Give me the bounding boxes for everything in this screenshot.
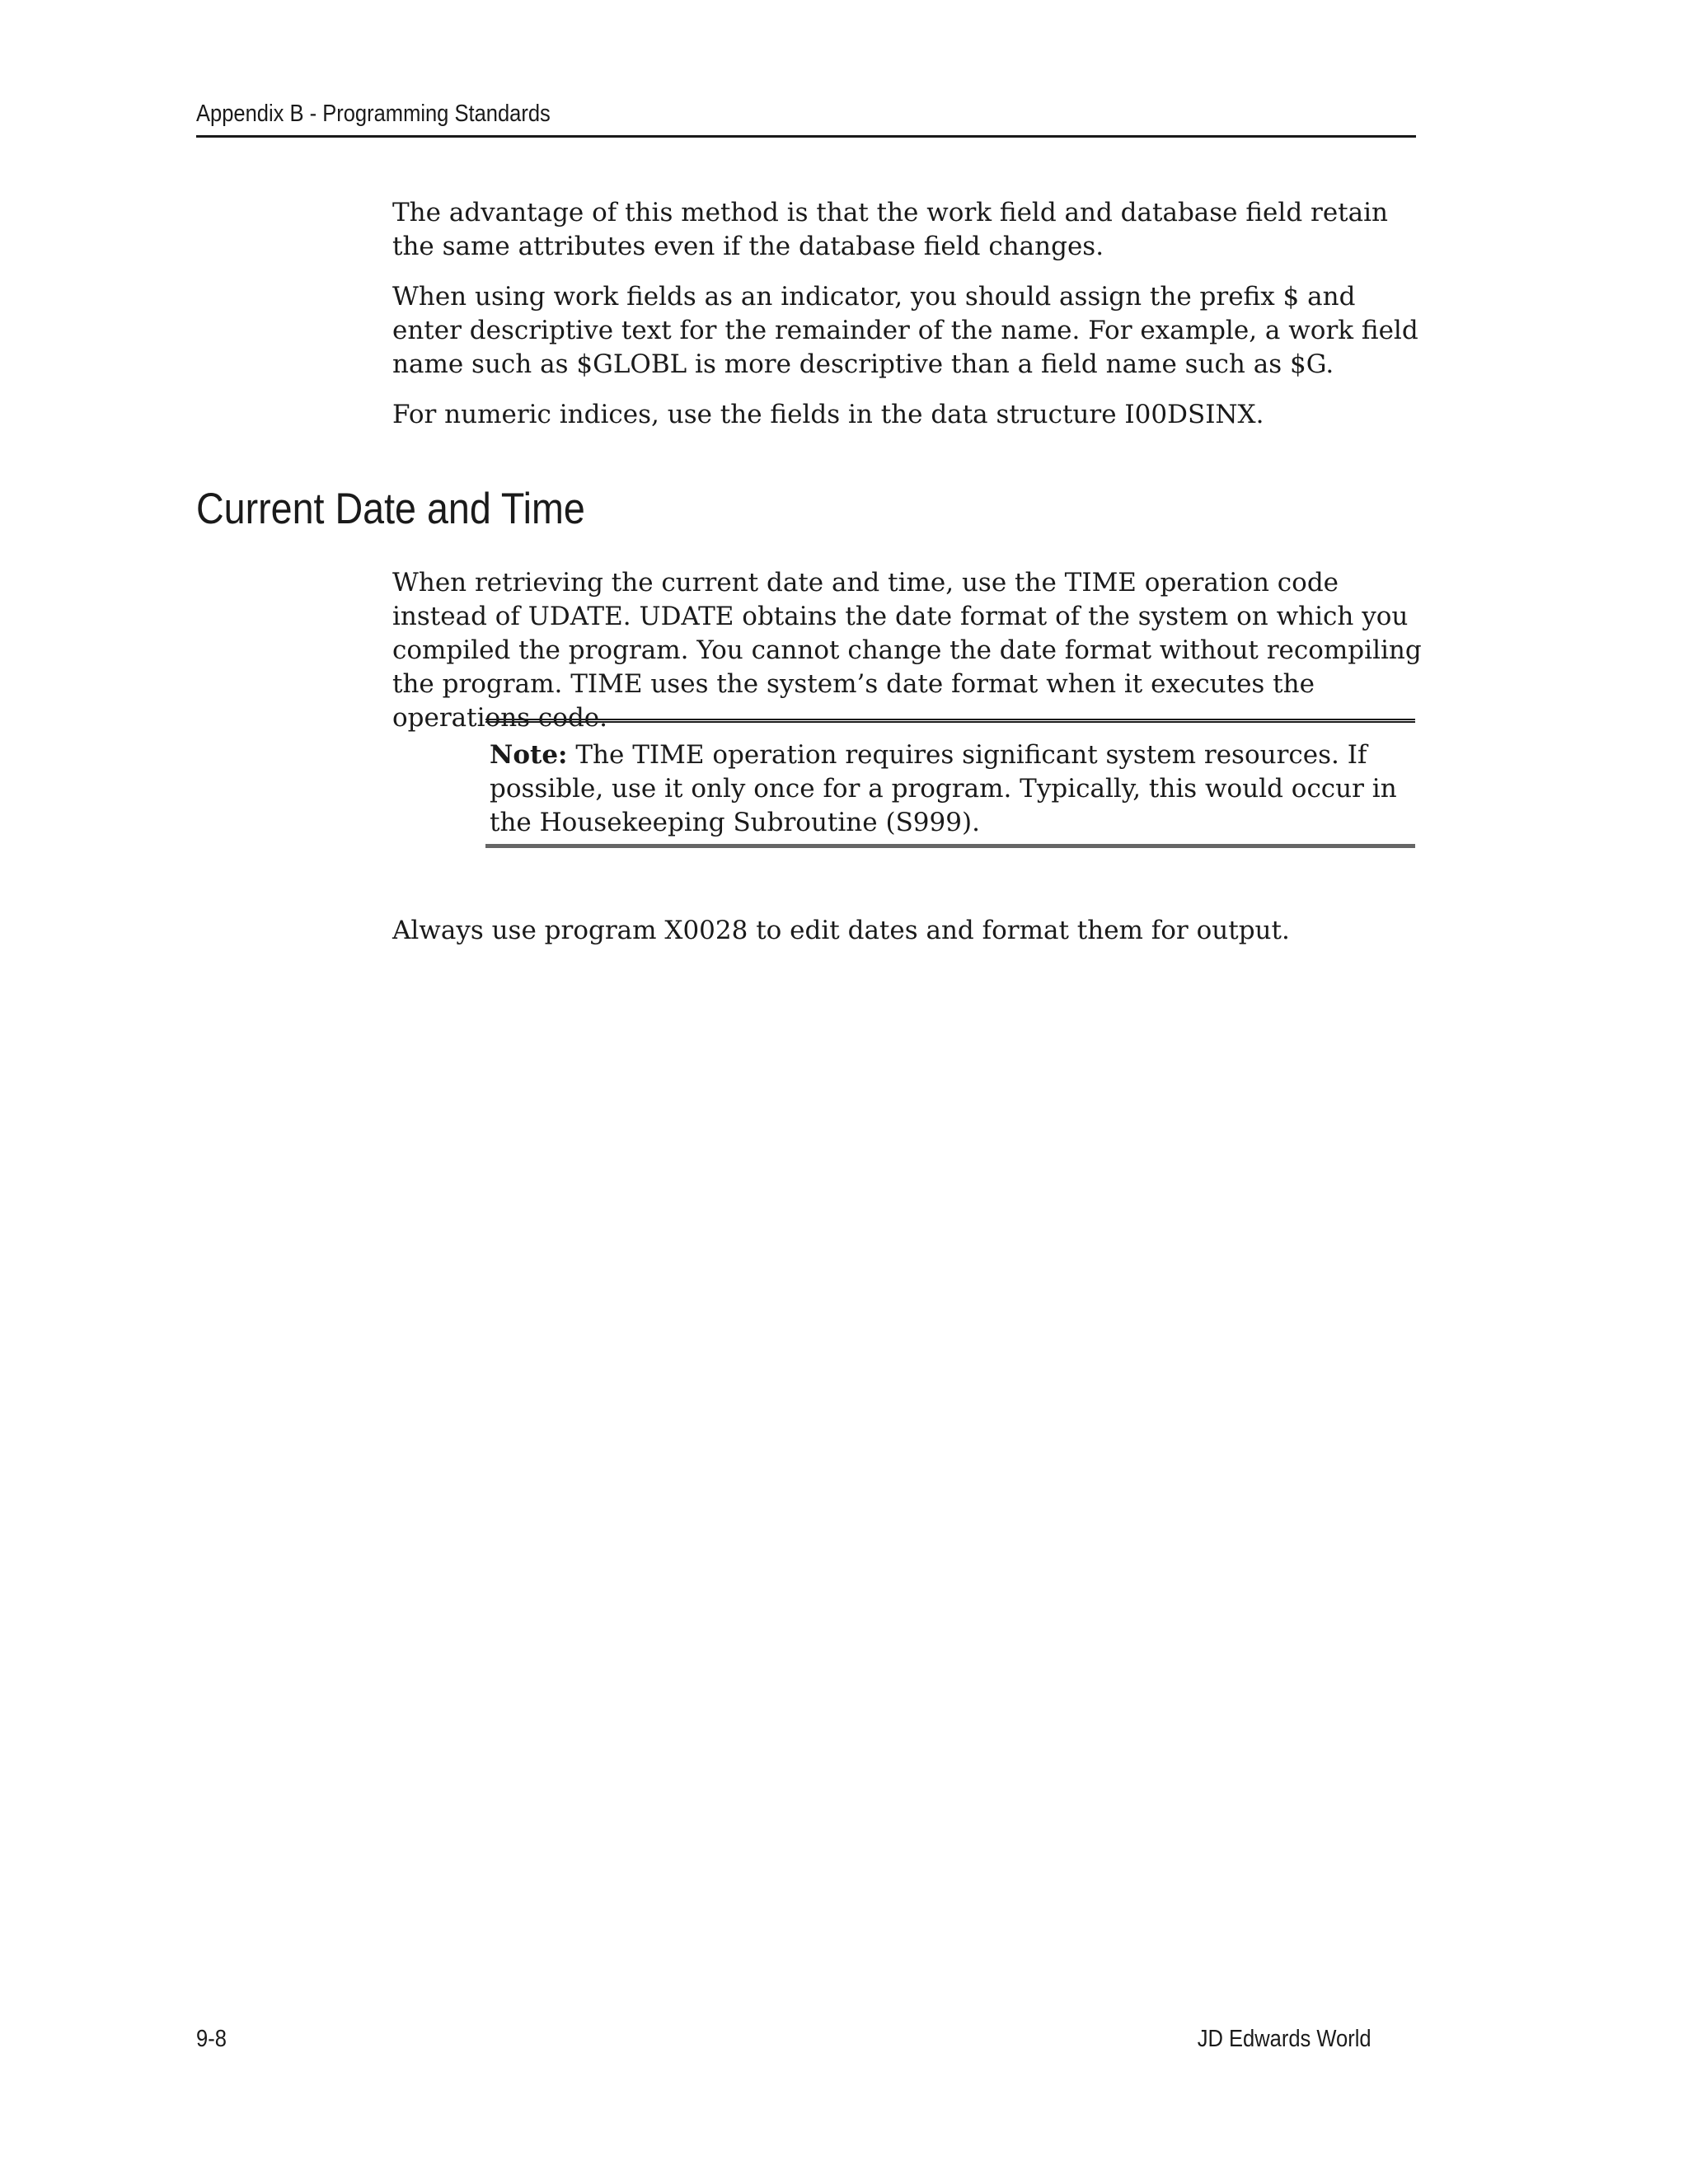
page-number: 9-8 — [196, 2026, 227, 2052]
note-label: Note: — [490, 740, 568, 770]
paragraph-x0028: Always use program X0028 to edit dates and format them for output. — [392, 916, 1290, 945]
paragraph-advantage: The advantage of this method is that the work field and database field retain the same attributes even if the database field changes. — [392, 198, 1389, 261]
paragraph-date-time: When retrieving the current date and time, use the TIME operation code instead of UDATE. UDATE obtains the date format of the system on which you compiled the program. You cannot change the date format without recompiling the program. TIME uses the system’s date format when it executes the operations code. — [392, 568, 1422, 733]
paragraph-work-fields: When using work fields as an indicator, you should assign the prefix $ and enter descriptive text for the remainder of the name. For example, a work field name such as $GLOBL is more descriptive than a field name such as $G. — [392, 282, 1418, 379]
note-text — [490, 738, 1413, 840]
footer-product: JD Edwards World — [1198, 2026, 1372, 2052]
page-header — [196, 97, 1416, 138]
paragraph-numeric-indices: For numeric indices, use the fields in the data structure I00DSINX. — [392, 400, 1264, 429]
section-heading: Current Date and Time — [196, 485, 585, 533]
note-body: The TIME operation requires significant system resources. If possible, use it only once for a program. Typically, this would occur in the Housekeeping Subroutine (S999). — [490, 740, 1397, 837]
note-box — [485, 719, 1415, 848]
running-title: Appendix B - Programming Standards — [196, 101, 551, 127]
